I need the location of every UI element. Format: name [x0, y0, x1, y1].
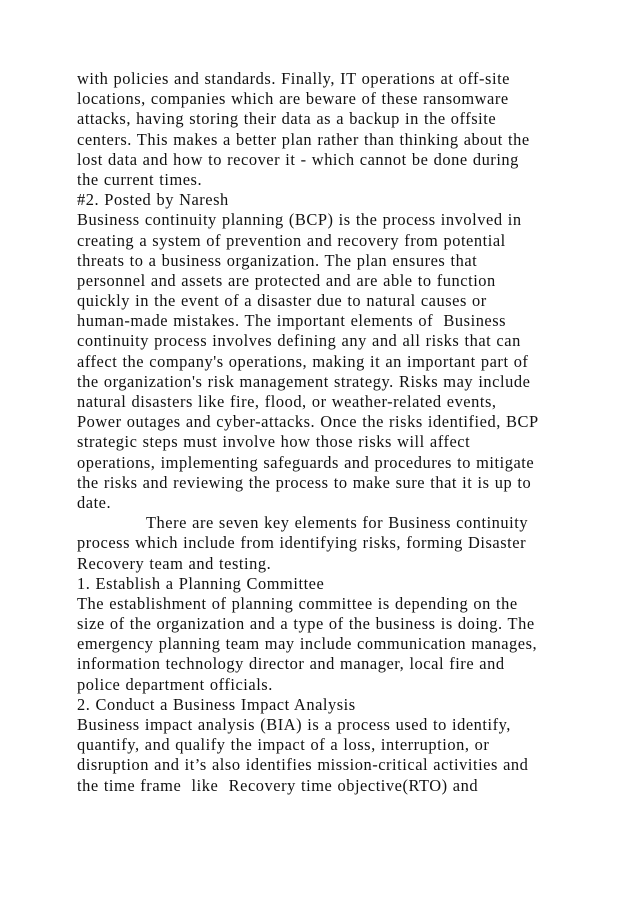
text-line: lost data and how to recover it - which cannot be done during	[77, 149, 519, 169]
text-line: size of the organization and a type of the business is doing. The	[77, 614, 535, 634]
text-line: Business impact analysis (BIA) is a process used to identify,	[77, 715, 511, 734]
document-body-text	[77, 69, 617, 796]
text-line: Power outages and cyber-attacks. Once the risks identified, BCP	[77, 412, 539, 432]
text-line: quickly in the event of a disaster due to natural causes or	[77, 291, 487, 311]
text-line: personnel and assets are protected and are able to function	[77, 270, 496, 290]
section-heading: 2. Conduct a Business Impact Analysis	[77, 694, 356, 714]
text-line: the current times.	[77, 169, 203, 189]
text-line: threats to a business organization. The plan ensures that	[77, 250, 478, 270]
text-line: human-made mistakes. The important elements of Business	[77, 311, 507, 331]
text-line: the risks and reviewing the process to make sure that it is up to	[77, 472, 532, 492]
text-line: The establishment of planning committee is depending on the	[77, 593, 518, 613]
text-line: police department officials.	[77, 674, 273, 694]
post-heading: #2. Posted by Naresh	[77, 190, 229, 210]
text-line: Business continuity planning (BCP) is the process involved in	[77, 210, 522, 230]
text-line: strategic steps must involve how those risks will affect	[77, 432, 471, 452]
text-line: disruption and it’s also identifies mission-critical activities and	[77, 755, 529, 775]
text-line: the organization's risk management strategy. Risks may include	[77, 371, 531, 391]
text-line: emergency planning team may include communication manages,	[77, 634, 538, 654]
text-line: locations, companies which are beware of these ransomware	[77, 89, 509, 109]
text-line: natural disasters like fire, flood, or weather-related events,	[77, 392, 497, 411]
text-line: with policies and standards. Finally, IT operations at off-site	[77, 69, 511, 88]
text-line: creating a system of prevention and recovery from potential	[77, 230, 506, 250]
text-line: attacks, having storing their data as a backup in the offsite	[77, 109, 497, 129]
text-line: affect the company's operations, making it an important part of	[77, 351, 529, 371]
text-line: continuity process involves defining any and all risks that can	[77, 331, 521, 351]
text-line: information technology director and manager, local fire and	[77, 654, 505, 674]
section-heading: 1. Establish a Planning Committee	[77, 573, 325, 593]
text-line: quantify, and qualify the impact of a loss, interruption, or	[77, 735, 490, 755]
text-line: process which include from identifying risks, forming Disaster	[77, 533, 527, 553]
text-line: operations, implementing safeguards and procedures to mitigate	[77, 452, 535, 472]
text-line: date.	[77, 492, 112, 512]
indented-text-line: There are seven key elements for Business continuity	[146, 513, 529, 533]
text-line: Recovery team and testing.	[77, 553, 272, 573]
text-line: the time frame like Recovery time objective(RTO) and	[77, 775, 479, 795]
text-line: centers. This makes a better plan rather than thinking about the	[77, 129, 530, 149]
